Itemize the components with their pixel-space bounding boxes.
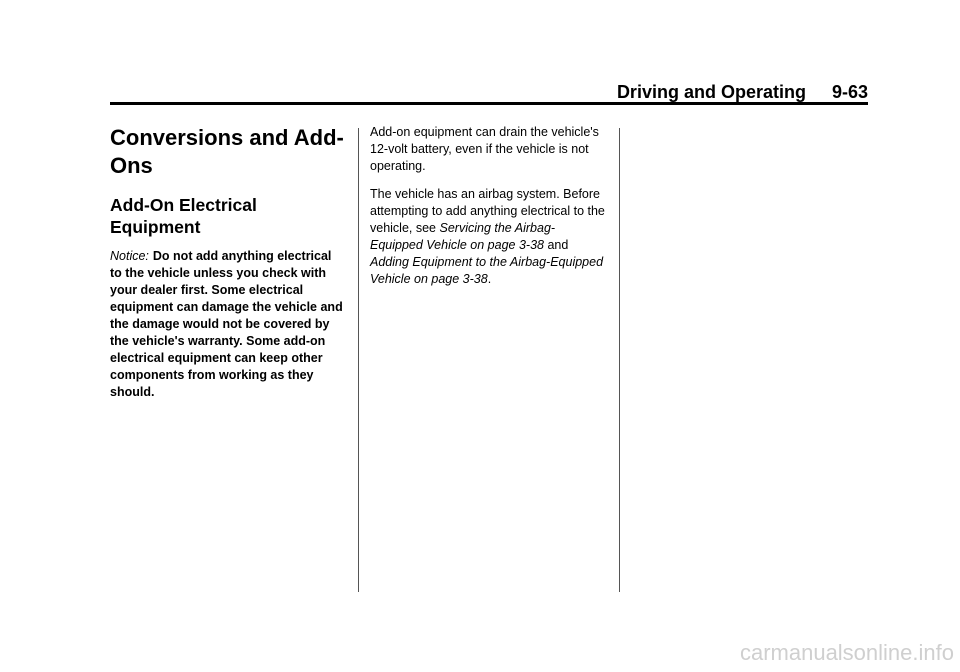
section-title: Driving and Operating <box>616 82 806 102</box>
left-column <box>110 124 345 401</box>
page-header <box>110 80 868 104</box>
airbag-text: The vehicle has an airbag system. Before attempting to add anything electrical to the vehicle, see <box>370 187 605 235</box>
notice-label: Notice: <box>110 249 149 263</box>
reference-adding-equipment[interactable]: Adding Equipment to the Airbag-Equipped Vehicle on page 3-38 <box>370 255 604 286</box>
reference-servicing-airbag[interactable]: Servicing the Airbag-Equipped Vehicle on page 3-38 <box>370 221 556 252</box>
middle-column <box>370 124 605 299</box>
paragraph-airbag <box>370 186 605 288</box>
paragraph-battery: Add-on equipment can drain the vehicle's 12-volt battery, even if the vehicle is not operating. <box>370 125 599 173</box>
page-number: 9-63 <box>831 82 868 102</box>
column-divider-1 <box>358 128 359 592</box>
and-text: and <box>547 238 569 252</box>
sentence-end: . <box>487 272 492 286</box>
header-text <box>617 82 868 103</box>
notice-paragraph <box>110 248 345 401</box>
watermark: carmanualsonline.info <box>739 640 954 665</box>
column-divider-2 <box>619 128 620 592</box>
section-heading: Conversions and Add-Ons <box>110 125 344 178</box>
notice-text: Do not add anything electrical to the vehicle unless you check with your dealer first. Some electrical equipment can damage the vehicle and the damage would not be covered by the vehicle's warranty. Some add-on electrical equipment can keep other components from working as they should. <box>110 249 343 399</box>
subsection-heading: Add-On Electrical Equipment <box>110 195 257 237</box>
header-rule <box>110 102 868 105</box>
